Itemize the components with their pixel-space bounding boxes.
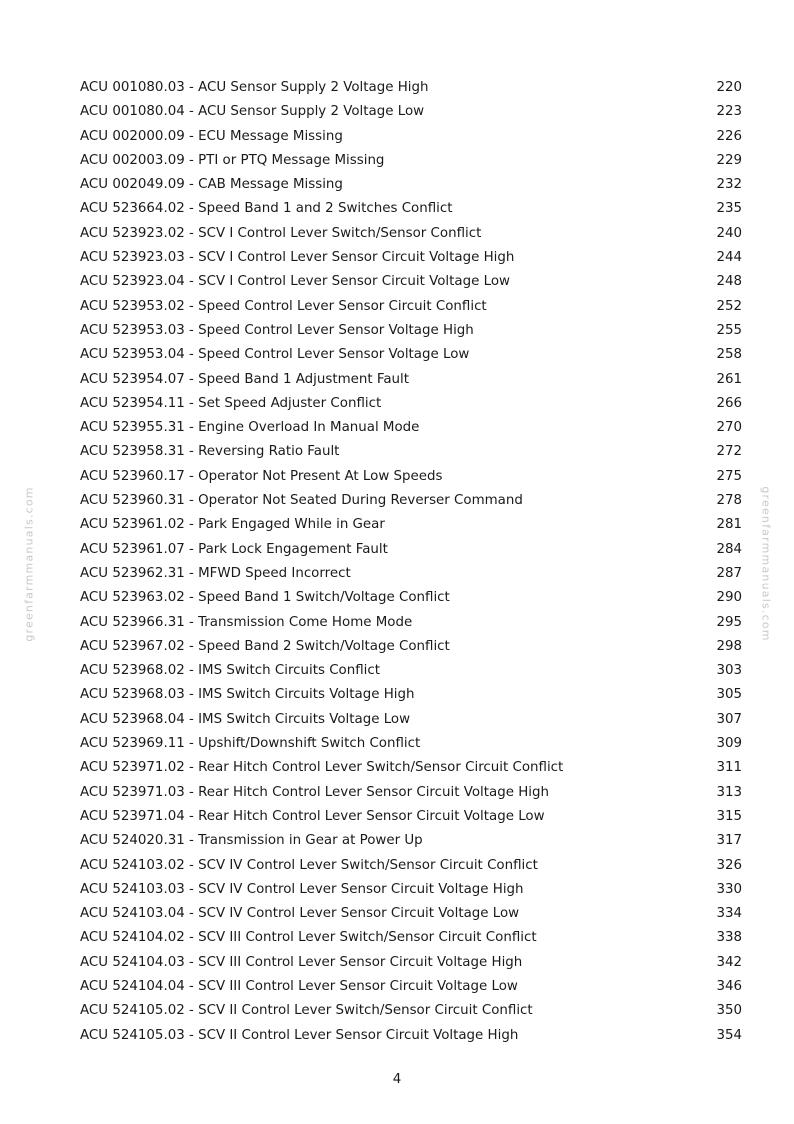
- toc-entry[interactable]: [80, 732, 742, 756]
- toc-entry-page: 278: [716, 493, 742, 509]
- toc-entry[interactable]: [80, 999, 742, 1023]
- toc-entry-title: ACU 523961.02 - Park Engaged While in Gear: [80, 517, 385, 533]
- toc-entry-page: 281: [716, 517, 742, 533]
- toc-entry-title: ACU 524104.04 - SCV III Control Lever Sensor Circuit Voltage Low: [80, 978, 518, 994]
- toc-entry-page: 266: [716, 395, 742, 411]
- toc-entry[interactable]: [80, 708, 742, 732]
- toc-entry-page: 287: [716, 565, 742, 581]
- toc-entry[interactable]: [80, 902, 742, 926]
- watermark-left: greenfarmmanuals.com: [22, 486, 36, 642]
- toc-entry-title: ACU 523955.31 - Engine Overload In Manual Mode: [80, 420, 420, 436]
- toc-entry[interactable]: [80, 659, 742, 683]
- toc-entry-page: 315: [716, 808, 742, 824]
- toc-entry-page: 311: [716, 760, 742, 776]
- toc-entry-page: 307: [716, 711, 742, 727]
- toc-entry-page: 334: [716, 906, 742, 922]
- toc-entry-title: ACU 523968.04 - IMS Switch Circuits Voltage Low: [80, 711, 411, 727]
- toc-entry-title: ACU 524105.02 - SCV II Control Lever Switch/Sensor Circuit Conflict: [80, 1003, 533, 1019]
- toc-entry-title: ACU 523968.02 - IMS Switch Circuits Conflict: [80, 663, 381, 679]
- toc-entry-title: ACU 002049.09 - CAB Message Missing: [80, 177, 343, 193]
- watermark-right: greenfarmmanuals.com: [759, 486, 773, 642]
- toc-entry[interactable]: [80, 246, 742, 270]
- toc-entry-title: ACU 523958.31 - Reversing Ratio Fault: [80, 444, 340, 460]
- toc-entry[interactable]: [80, 416, 742, 440]
- toc-entry-title: ACU 001080.04 - ACU Sensor Supply 2 Voltage Low: [80, 104, 425, 120]
- toc-entry[interactable]: [80, 270, 742, 294]
- toc-entry-page: 350: [716, 1003, 742, 1019]
- toc-entry[interactable]: [80, 295, 742, 319]
- toc-entry[interactable]: [80, 854, 742, 878]
- toc-entry-title: ACU 523664.02 - Speed Band 1 and 2 Switches Conflict: [80, 201, 453, 217]
- toc-entry-title: ACU 524104.03 - SCV III Control Lever Sensor Circuit Voltage High: [80, 954, 523, 970]
- toc-entry-page: 330: [716, 881, 742, 897]
- toc-entry-page: 235: [716, 201, 742, 217]
- toc-entry[interactable]: [80, 465, 742, 489]
- page-number: 4: [392, 1072, 402, 1087]
- toc-entry[interactable]: [80, 440, 742, 464]
- toc-entry-page: 342: [716, 954, 742, 970]
- toc-entry[interactable]: [80, 100, 742, 124]
- toc-entry[interactable]: [80, 343, 742, 367]
- toc-entry-page: 248: [716, 274, 742, 290]
- toc-entry-title: ACU 524020.31 - Transmission in Gear at Power Up: [80, 833, 423, 849]
- toc-entry-page: 220: [716, 80, 742, 95]
- toc-entry-title: ACU 523960.31 - Operator Not Seated During Reverser Command: [80, 493, 523, 509]
- toc-entry-page: 255: [716, 322, 742, 338]
- toc-entry-page: 309: [716, 736, 742, 752]
- toc-entry-page: 346: [716, 978, 742, 994]
- toc-entry[interactable]: [80, 149, 742, 173]
- toc-entry[interactable]: [80, 586, 742, 610]
- toc-entry-page: 295: [716, 614, 742, 630]
- toc-entry-title: ACU 524103.02 - SCV IV Control Lever Switch/Sensor Circuit Conflict: [80, 857, 538, 873]
- toc-entry-title: ACU 523971.03 - Rear Hitch Control Lever Sensor Circuit Voltage High: [80, 784, 549, 800]
- toc-entry-title: ACU 523923.02 - SCV I Control Lever Switch/Sensor Conflict: [80, 225, 482, 241]
- toc-entry[interactable]: [80, 781, 742, 805]
- toc-entry[interactable]: [80, 975, 742, 999]
- toc-entry-title: ACU 523966.31 - Transmission Come Home Mode: [80, 614, 413, 630]
- toc-entry-title: ACU 523968.03 - IMS Switch Circuits Voltage High: [80, 687, 415, 703]
- toc-entry-title: ACU 523923.04 - SCV I Control Lever Sensor Circuit Voltage Low: [80, 274, 510, 290]
- toc-entry-page: 270: [716, 420, 742, 436]
- toc-entry-page: 223: [716, 104, 742, 120]
- toc-entry-title: ACU 523969.11 - Upshift/Downshift Switch Conflict: [80, 736, 421, 752]
- toc-entry-title: ACU 523971.02 - Rear Hitch Control Lever Switch/Sensor Circuit Conflict: [80, 760, 564, 776]
- toc-entry-page: 284: [716, 541, 742, 557]
- toc-entry[interactable]: [80, 125, 742, 149]
- toc-entry[interactable]: [80, 683, 742, 707]
- toc-entry-title: ACU 524103.04 - SCV IV Control Lever Sensor Circuit Voltage Low: [80, 906, 520, 922]
- toc-entry-title: ACU 524104.02 - SCV III Control Lever Switch/Sensor Circuit Conflict: [80, 930, 537, 946]
- toc-entry-page: 326: [716, 857, 742, 873]
- toc-entry-page: 354: [716, 1027, 742, 1043]
- toc-entry-page: 290: [716, 590, 742, 606]
- toc-entry[interactable]: [80, 635, 742, 659]
- toc-entry[interactable]: [80, 222, 742, 246]
- toc-entry-page: 258: [716, 347, 742, 363]
- toc-entry[interactable]: [80, 368, 742, 392]
- toc-entry[interactable]: [80, 76, 742, 100]
- toc-entry-title: ACU 523962.31 - MFWD Speed Incorrect: [80, 565, 351, 581]
- table-of-contents: [80, 76, 742, 1048]
- toc-entry-page: 252: [716, 298, 742, 314]
- toc-entry-page: 338: [716, 930, 742, 946]
- toc-entry-page: 261: [716, 371, 742, 387]
- toc-entry-page: 232: [716, 177, 742, 193]
- toc-entry[interactable]: [80, 926, 742, 950]
- toc-entry-title: ACU 002003.09 - PTI or PTQ Message Missing: [80, 152, 385, 168]
- toc-entry-page: 317: [716, 833, 742, 849]
- toc-entry[interactable]: [80, 392, 742, 416]
- toc-entry-title: ACU 002000.09 - ECU Message Missing: [80, 128, 343, 144]
- toc-entry-title: ACU 524103.03 - SCV IV Control Lever Sensor Circuit Voltage High: [80, 881, 524, 897]
- toc-entry-title: ACU 523963.02 - Speed Band 1 Switch/Voltage Conflict: [80, 590, 450, 606]
- toc-entry-page: 313: [716, 784, 742, 800]
- toc-entry-page: 298: [716, 638, 742, 654]
- toc-entry[interactable]: [80, 538, 742, 562]
- toc-entry-page: 303: [716, 663, 742, 679]
- toc-entry[interactable]: [80, 173, 742, 197]
- toc-entry-page: 229: [716, 152, 742, 168]
- toc-entry[interactable]: [80, 756, 742, 780]
- toc-entry[interactable]: [80, 489, 742, 513]
- toc-entry-title: ACU 001080.03 - ACU Sensor Supply 2 Voltage High: [80, 80, 429, 95]
- toc-entry[interactable]: [80, 611, 742, 635]
- toc-entry[interactable]: [80, 513, 742, 537]
- toc-entry[interactable]: [80, 829, 742, 853]
- toc-entry[interactable]: [80, 319, 742, 343]
- toc-entry[interactable]: [80, 951, 742, 975]
- toc-entry-title: ACU 523954.07 - Speed Band 1 Adjustment Fault: [80, 371, 410, 387]
- toc-entry[interactable]: [80, 805, 742, 829]
- toc-entry-title: ACU 524105.03 - SCV II Control Lever Sensor Circuit Voltage High: [80, 1027, 519, 1043]
- toc-entry-page: 226: [716, 128, 742, 144]
- toc-entry-page: 240: [716, 225, 742, 241]
- toc-entry-title: ACU 523967.02 - Speed Band 2 Switch/Voltage Conflict: [80, 638, 450, 654]
- toc-entry-title: ACU 523971.04 - Rear Hitch Control Lever Sensor Circuit Voltage Low: [80, 808, 545, 824]
- toc-entry-title: ACU 523953.04 - Speed Control Lever Sensor Voltage Low: [80, 347, 470, 363]
- toc-entry-page: 305: [716, 687, 742, 703]
- toc-entry-title: ACU 523960.17 - Operator Not Present At Low Speeds: [80, 468, 443, 484]
- toc-entry-page: 275: [716, 468, 742, 484]
- toc-entry[interactable]: [80, 197, 742, 221]
- toc-entry-title: ACU 523953.03 - Speed Control Lever Sensor Voltage High: [80, 322, 474, 338]
- toc-entry[interactable]: [80, 1024, 742, 1048]
- toc-entry-page: 272: [716, 444, 742, 460]
- toc-entry-title: ACU 523923.03 - SCV I Control Lever Sensor Circuit Voltage High: [80, 250, 515, 266]
- toc-entry-title: ACU 523961.07 - Park Lock Engagement Fault: [80, 541, 388, 557]
- toc-entry[interactable]: [80, 562, 742, 586]
- toc-entry-title: ACU 523953.02 - Speed Control Lever Sensor Circuit Conflict: [80, 298, 487, 314]
- toc-entry-title: ACU 523954.11 - Set Speed Adjuster Conflict: [80, 395, 382, 411]
- toc-entry-page: 244: [716, 250, 742, 266]
- toc-entry[interactable]: [80, 878, 742, 902]
